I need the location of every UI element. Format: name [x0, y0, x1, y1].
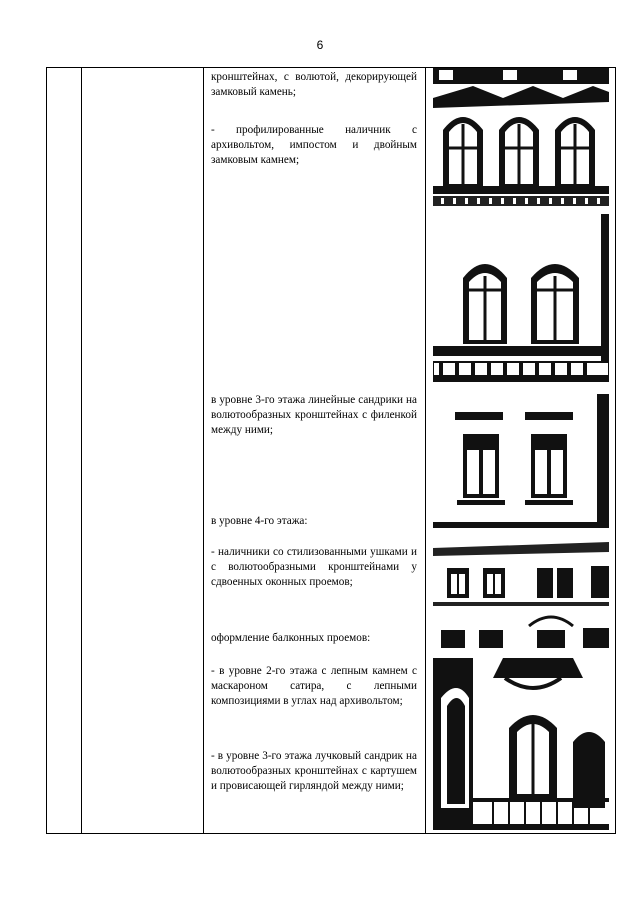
page-number: 6: [316, 38, 324, 52]
table-column-divider: [203, 68, 204, 833]
document-table: [46, 67, 616, 834]
arched-windows-balcony-photo: [433, 214, 609, 382]
table-column-divider: [425, 68, 426, 833]
arched-windows-keystones-photo: [433, 68, 609, 206]
paragraph-third-floor-lintels: в уровне 3-го этажа линейные сандрики на волютообразных кронштейнах с филенкой между ними;: [211, 394, 417, 436]
balcony-facade-photo: [433, 658, 609, 830]
lintel-windows-photo: [433, 394, 609, 528]
paragraph-fourth-floor-architraves: - наличники со стилизованными ушками и с волютообразными кронштейнами у сдвоенных оконных проемов;: [211, 546, 417, 588]
table-column-divider: [81, 68, 82, 833]
paragraph-fourth-floor-heading: в уровне 4-го этажа:: [211, 515, 308, 527]
paragraph-third-floor-balcony: - в уровне 3-го этажа лучковый сандрик на волютообразных кронштейнах с картушем и провисающей гирляндой между ними;: [211, 750, 417, 792]
paragraph-balcony-heading: оформление балконных проемов:: [211, 632, 371, 644]
paragraph-keystone: кронштейнах, с волютой, декорирующей замковый камень;: [211, 71, 417, 98]
paragraph-second-floor-balcony: - в уровне 2-го этажа с лепным камнем с маскароном сатира, с лепными композициями в углах над архивольтом;: [211, 665, 417, 707]
paired-windows-facade-photo: [433, 538, 609, 648]
paragraph-architrave: - профилированные наличник с архивольтом, импостом и двойным замковым камнем;: [211, 124, 417, 166]
